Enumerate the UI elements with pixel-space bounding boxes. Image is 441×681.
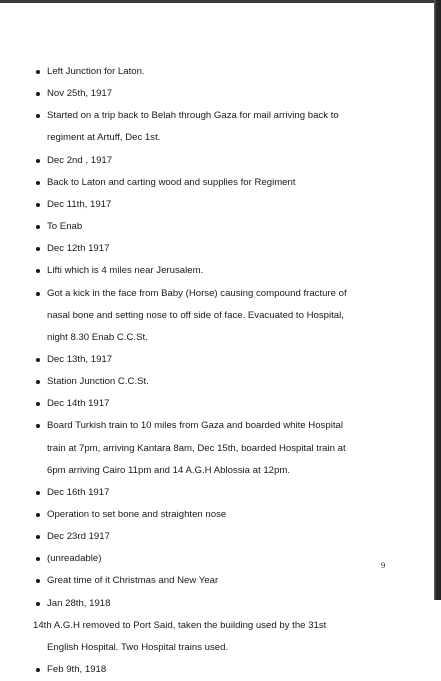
diary-entry-line: Operation to set bone and straighten nose <box>47 504 226 526</box>
diary-entry-line: (unreadable) <box>47 548 101 570</box>
diary-entry-line: Started on a trip back to Belah through Gaza for mail arriving back to <box>47 105 339 127</box>
diary-paragraph-line: English Hospital. Two Hospital trains used. <box>47 641 229 653</box>
diary-entry-line: train at 7pm, arriving Kantara 8am, Dec 15th, boarded Hospital train at <box>47 442 346 454</box>
diary-entry-line: Station Junction C.C.St. <box>47 371 149 393</box>
diary-entry-line: regiment at Artuff, Dec 1st. <box>47 132 161 144</box>
diary-entry-line: nasal bone and setting nose to off side of face. Evacuated to Hospital, <box>47 309 344 321</box>
diary-entry-line: Feb 9th, 1918 <box>47 659 106 681</box>
diary-entry-line: Nov 25th, 1917 <box>47 83 112 105</box>
page-number: 9 <box>381 560 386 570</box>
diary-paragraph-line: 14th A.G.H removed to Port Said, taken the building used by the 31st <box>33 619 327 631</box>
diary-entry-line: To Enab <box>47 216 82 238</box>
diary-entry-line: Jan 28th, 1918 <box>47 593 110 615</box>
diary-entry-line: Back to Laton and carting wood and supplies for Regiment <box>47 172 296 194</box>
diary-entry-line: 6pm arriving Cairo 11pm and 14 A.G.H Ablossia at 12pm. <box>47 464 290 476</box>
diary-entry-line: Dec 14th 1917 <box>47 393 109 415</box>
diary-entry-line: Dec 11th, 1917 <box>47 194 111 216</box>
diary-entry-line: Dec 2nd , 1917 <box>47 150 112 172</box>
diary-entry-line: night 8.30 Enab C.C.St. <box>47 331 148 343</box>
diary-entry-line: Dec 16th 1917 <box>47 482 109 504</box>
diary-entry-line: Great time of it Christmas and New Year <box>47 570 218 592</box>
diary-entry-line: Dec 12th 1917 <box>47 238 109 260</box>
diary-entry-line: Got a kick in the face from Baby (Horse) causing compound fracture of <box>47 283 347 305</box>
diary-entry-line: Board Turkish train to 10 miles from Gaza and boarded white Hospital <box>47 415 343 437</box>
diary-entry-line: Left Junction for Laton. <box>47 61 145 83</box>
diary-entry-line: Dec 23rd 1917 <box>47 526 110 548</box>
diary-entry-line: Lifti which is 4 miles near Jerusalem. <box>47 260 203 282</box>
diary-entry-line: Dec 13th, 1917 <box>47 349 112 371</box>
